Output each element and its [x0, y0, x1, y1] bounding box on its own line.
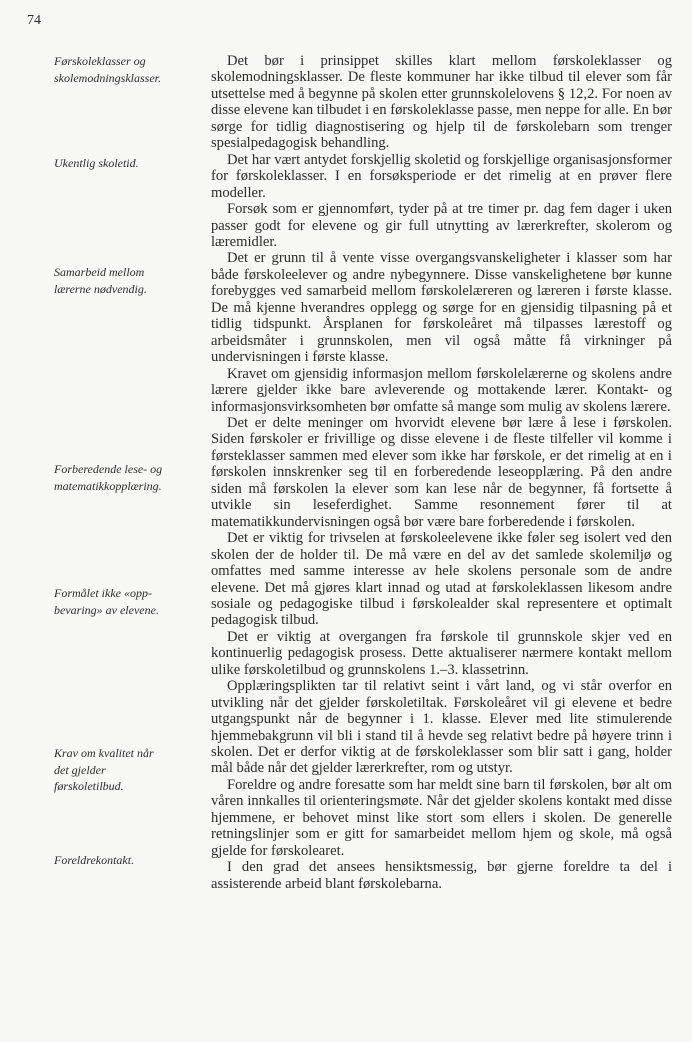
- paragraph: Det er delte meninger om hvorvidt elevene bør lære å lese i førskolen. Siden førskoler er frivillige og disse elevene i de fleste tilfeller vil komme i førsteklasser sammen med elever som ikke har førskole, er det rimelig at en i førskolen innskrenker seg til en forberedende leseopplæring. På den andre siden må førskolen la elever som kan lese når de begynner, få fortsette å utvikle sin leseferdighet. Samme resonnement fører til at matematikkundervisningen også bør være bare forberedende i førskolen.: [211, 414, 672, 530]
- margin-note-line: matematikkopplæring.: [54, 478, 162, 493]
- margin-note-line: Førskoleklasser og: [54, 54, 146, 68]
- margin-note-line: Krav om kvalitet når: [54, 746, 154, 760]
- paragraph: Forsøk som er gjennomført, tyder på at tre timer pr. dag fem dager i uken passer godt for elevene og gir full utnytting av lærerkrefter, skolerom og læremidler.: [211, 201, 672, 250]
- paragraph: Det er viktig at overgangen fra førskole til grunnskole skjer ved en kontinuerlig pedagogisk prosess. Dette aktualiserer nærmere kontakt mellom ulike førskoletilbud og grunnskolens 1.–3. klassetrinn.: [211, 628, 672, 678]
- margin-note-line: bevaring» av elevene.: [54, 602, 159, 617]
- paragraph: Det er grunn til å vente visse overgangsvanskeligheter i klasser som har både førskoleelever og andre nybegynnere. Disse vanskelighetene bør kunne forebygges ved samarbeid mellom førskolelæreren og læreren i første klasse. De må kjenne hverandres opplegg og sørge for en gjensidig tilpasning på et tidlig tidspunkt. Årsplanen for førskoleåret må tilpasses lærestoff og arbeidsmåter i grunnskolen, men vil også måtte få virkninger på undervisningen i første klasse.: [211, 250, 672, 366]
- margin-note-line: det gjelder: [54, 762, 106, 777]
- paragraph: Foreldre og andre foresatte som har meldt sine barn til førskolen, bør alt om våren innkalles til orienteringsmøte. Når det gjelder skolens kontakt med disse hjemmene, er behovet minst like stort som ellers i skolen. De generelle retningslinjer som er gitt for samarbeidet mellom hjem og skole, må også gjelde for førskolearet.: [211, 776, 672, 859]
- margin-note-teacher-cooperation: [54, 264, 194, 297]
- paragraph: Det har vært antydet forskjellig skoletid og forskjellige organisasjonsformer for førskoleklasser. I en forsøksperiode er det rimelig at en prøver flere modeller.: [211, 151, 672, 201]
- margin-note-parent-contact: [54, 852, 194, 869]
- margin-note-quality: [54, 745, 194, 795]
- paragraph: Kravet om gjensidig informasjon mellom førskolelærerne og skolens andre lærere gjelder ikke bare avleverende og mottakende lærer. Kontakt- og informasjonsvirksomheten bør omfatte så mange som mulig av skolens lærere.: [211, 365, 672, 415]
- margin-note-line: Formålet ikke «opp-: [54, 586, 152, 600]
- paragraph: Det bør i prinsippet skilles klart mellom førskoleklasser og skolemodningsklasser. De fleste kommuner har ikke tilbud til elever som får utsettelse med å begynne på skolen etter grunnskolelovens § 12,2. For noen av disse elevene kan tilbudet i en førskoleklasse passe, men neppe for alle. En bør sørge for tidlig diagnostisering og hjelp til de førskolebarn som trenger spesialpedagogisk behandling.: [211, 53, 672, 152]
- margin-note-line: Samarbeid mellom: [54, 265, 145, 279]
- margin-note-line: Foreldrekontakt.: [54, 853, 135, 867]
- page-number: 74: [27, 13, 41, 28]
- margin-note-line: Ukentlig skoletid.: [54, 156, 139, 170]
- margin-note-purpose: [54, 585, 194, 618]
- margin-note-line: skolemodningsklasser.: [54, 70, 161, 85]
- paragraph: Det er viktig for trivselen at førskoleelevene ikke føler seg isolert ved den skolen der de holder til. De må være en del av det samlede skolemiljø og omfattes med samme interesse av hele skolens personale som de andre elevene. Det må gjøres klart innad og utad at førskoleklassen likesom andre sosiale og pedagogiske tilbud i førskolealder skal representere et optimalt pedagogisk tilbud.: [211, 530, 672, 629]
- margin-note-line: Forberedende lese- og: [54, 462, 163, 476]
- margin-note-line: førskoletilbud.: [54, 779, 124, 793]
- margin-note-preschool-classes: [54, 53, 194, 86]
- margin-note-weekly-schooltime: [54, 155, 194, 172]
- paragraph: Opplæringsplikten tar til relativt seint i vårt land, og vi står overfor en utvikling når det gjelder førskoletiltak. Førskoleåret vil gi elevene et bedre utgangspunkt når de begynner i 1. klasse. Elever med lite stimulerende hjemmebakgrunn vil bli i stand til å hevde seg relativt bedre på høyere trinn i skolen. Det er derfor viktig at de førskoleklasser som blir satt i gang, holder mål både når det gjelder lærerkrefter, rom og utstyr.: [211, 678, 672, 777]
- margin-note-reading-math: [54, 461, 194, 494]
- paragraph: I den grad det ansees hensiktsmessig, bør gjerne foreldre ta del i assisterende arbeid blant førskolebarna.: [211, 859, 672, 892]
- body-text: [211, 53, 672, 892]
- margin-note-line: lærerne nødvendig.: [54, 281, 147, 296]
